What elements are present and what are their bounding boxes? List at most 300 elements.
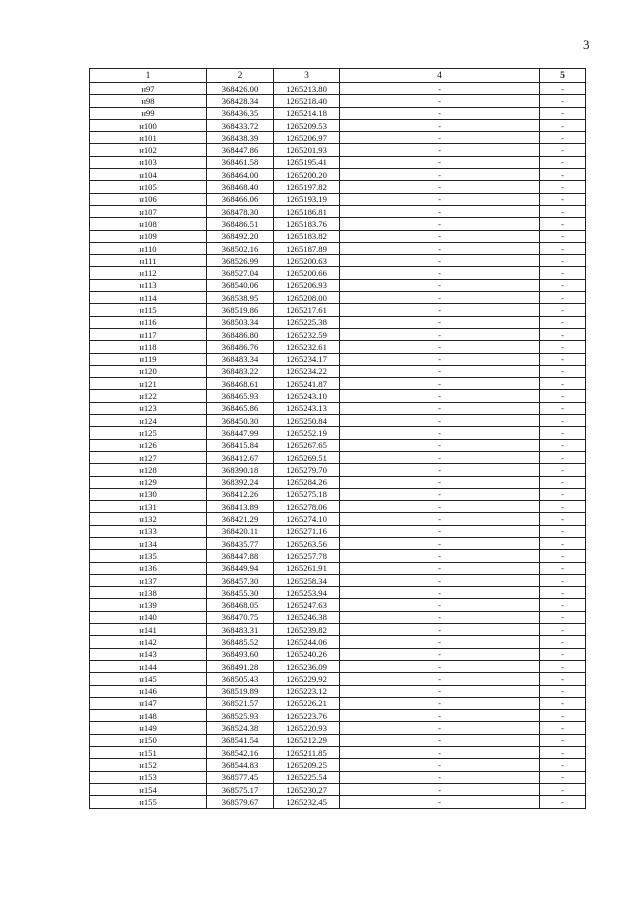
x-coordinate-cell: 368544.83 [207,759,274,771]
note-cell: - [540,574,586,586]
table-row [90,660,586,672]
y-coordinate-cell: 1265186.81 [274,205,340,217]
point-id-cell: н152 [90,759,207,771]
point-id-cell: н135 [90,550,207,562]
x-coordinate-cell: 368413.89 [207,501,274,513]
note-cell: - [540,722,586,734]
description-cell: - [340,611,540,623]
point-id-cell: н116 [90,316,207,328]
point-id-cell: н117 [90,328,207,340]
x-coordinate-cell: 368420.11 [207,525,274,537]
point-id-cell: н119 [90,353,207,365]
point-id-cell: н111 [90,255,207,267]
note-cell: - [540,734,586,746]
description-cell: - [340,267,540,279]
x-coordinate-cell: 368457.30 [207,574,274,586]
point-id-cell: н151 [90,747,207,759]
note-cell: - [540,193,586,205]
x-coordinate-cell: 368461.58 [207,156,274,168]
y-coordinate-cell: 1265206.97 [274,132,340,144]
y-coordinate-cell: 1265253.94 [274,587,340,599]
table-row [90,193,586,205]
table-row [90,427,586,439]
y-coordinate-cell: 1265209.25 [274,759,340,771]
description-cell: - [340,550,540,562]
point-id-cell: н142 [90,636,207,648]
x-coordinate-cell: 368575.17 [207,783,274,795]
y-coordinate-cell: 1265209.53 [274,119,340,131]
note-cell: - [540,144,586,156]
y-coordinate-cell: 1265240.26 [274,648,340,660]
point-id-cell: н100 [90,119,207,131]
table-row [90,402,586,414]
note-cell: - [540,783,586,795]
note-cell: - [540,353,586,365]
description-cell: - [340,796,540,808]
note-cell: - [540,660,586,672]
x-coordinate-cell: 368525.93 [207,710,274,722]
y-coordinate-cell: 1265252.19 [274,427,340,439]
note-cell: - [540,267,586,279]
y-coordinate-cell: 1265211.85 [274,747,340,759]
y-coordinate-cell: 1265236.09 [274,660,340,672]
point-id-cell: н107 [90,205,207,217]
x-coordinate-cell: 368527.04 [207,267,274,279]
point-id-cell: н104 [90,169,207,181]
page-number: 3 [583,37,590,52]
point-id-cell: н105 [90,181,207,193]
point-id-cell: н146 [90,685,207,697]
y-coordinate-cell: 1265267.65 [274,439,340,451]
description-cell: - [340,156,540,168]
table-row [90,144,586,156]
point-id-cell: н115 [90,304,207,316]
point-id-cell: н145 [90,673,207,685]
point-id-cell: н125 [90,427,207,439]
point-id-cell: н99 [90,107,207,119]
description-cell: - [340,390,540,402]
note-cell: - [540,341,586,353]
point-id-cell: н128 [90,464,207,476]
point-id-cell: н140 [90,611,207,623]
table-row [90,365,586,377]
table-row [90,599,586,611]
note-cell: - [540,181,586,193]
y-coordinate-cell: 1265274.10 [274,513,340,525]
description-cell: - [340,574,540,586]
description-cell: - [340,488,540,500]
table-row [90,156,586,168]
point-id-cell: н133 [90,525,207,537]
description-cell: - [340,660,540,672]
y-coordinate-cell: 1265269.51 [274,451,340,463]
x-coordinate-cell: 368486.80 [207,328,274,340]
y-coordinate-cell: 1265217.61 [274,304,340,316]
table-row [90,722,586,734]
x-coordinate-cell: 368390.18 [207,464,274,476]
x-coordinate-cell: 368412.67 [207,451,274,463]
x-coordinate-cell: 368519.86 [207,304,274,316]
point-id-cell: н155 [90,796,207,808]
y-coordinate-cell: 1265271.16 [274,525,340,537]
point-id-cell: н132 [90,513,207,525]
point-id-cell: н103 [90,156,207,168]
point-id-cell: н113 [90,279,207,291]
table-row [90,378,586,390]
description-cell: - [340,439,540,451]
y-coordinate-cell: 1265284.26 [274,476,340,488]
point-id-cell: н121 [90,378,207,390]
x-coordinate-cell: 368466.06 [207,193,274,205]
point-id-cell: н153 [90,771,207,783]
y-coordinate-cell: 1265275.18 [274,488,340,500]
point-id-cell: н126 [90,439,207,451]
description-cell: - [340,365,540,377]
x-coordinate-cell: 368465.93 [207,390,274,402]
description-cell: - [340,415,540,427]
table-row [90,132,586,144]
y-coordinate-cell: 1265226.21 [274,697,340,709]
y-coordinate-cell: 1265258.34 [274,574,340,586]
table-row [90,205,586,217]
note-cell: - [540,156,586,168]
note-cell: - [540,587,586,599]
y-coordinate-cell: 1265239.82 [274,624,340,636]
description-cell: - [340,353,540,365]
y-coordinate-cell: 1265225.54 [274,771,340,783]
description-cell: - [340,648,540,660]
table-row [90,611,586,623]
note-cell: - [540,451,586,463]
x-coordinate-cell: 368438.39 [207,132,274,144]
note-cell: - [540,648,586,660]
note-cell: - [540,476,586,488]
description-cell: - [340,722,540,734]
y-coordinate-cell: 1265257.78 [274,550,340,562]
description-cell: - [340,537,540,549]
table-row [90,697,586,709]
x-coordinate-cell: 368486.51 [207,218,274,230]
description-cell: - [340,304,540,316]
table-row [90,255,586,267]
description-cell: - [340,119,540,131]
point-id-cell: н97 [90,83,207,95]
header-col-4: 4 [340,69,540,83]
note-cell: - [540,611,586,623]
header-col-1: 1 [90,69,207,83]
description-cell: - [340,771,540,783]
note-cell: - [540,119,586,131]
x-coordinate-cell: 368455.30 [207,587,274,599]
description-cell: - [340,710,540,722]
note-cell: - [540,710,586,722]
point-id-cell: н110 [90,242,207,254]
y-coordinate-cell: 1265200.63 [274,255,340,267]
x-coordinate-cell: 368392.24 [207,476,274,488]
x-coordinate-cell: 368468.61 [207,378,274,390]
table-row [90,415,586,427]
point-id-cell: н112 [90,267,207,279]
note-cell: - [540,636,586,648]
description-cell: - [340,292,540,304]
description-cell: - [340,279,540,291]
note-cell: - [540,242,586,254]
y-coordinate-cell: 1265234.22 [274,365,340,377]
description-cell: - [340,107,540,119]
point-id-cell: н141 [90,624,207,636]
description-cell: - [340,205,540,217]
description-cell: - [340,685,540,697]
table-body [90,83,586,809]
table-row [90,550,586,562]
x-coordinate-cell: 368447.86 [207,144,274,156]
table-row [90,710,586,722]
note-cell: - [540,316,586,328]
description-cell: - [340,476,540,488]
note-cell: - [540,439,586,451]
note-cell: - [540,685,586,697]
note-cell: - [540,95,586,107]
y-coordinate-cell: 1265229.92 [274,673,340,685]
x-coordinate-cell: 368577.45 [207,771,274,783]
x-coordinate-cell: 368447.99 [207,427,274,439]
x-coordinate-cell: 368502.16 [207,242,274,254]
table-row [90,218,586,230]
note-cell: - [540,378,586,390]
x-coordinate-cell: 368483.31 [207,624,274,636]
point-id-cell: н143 [90,648,207,660]
y-coordinate-cell: 1265246.38 [274,611,340,623]
table-row [90,341,586,353]
table-row [90,464,586,476]
description-cell: - [340,513,540,525]
note-cell: - [540,427,586,439]
table-row [90,95,586,107]
table-row [90,747,586,759]
note-cell: - [540,402,586,414]
description-cell: - [340,181,540,193]
point-id-cell: н124 [90,415,207,427]
x-coordinate-cell: 368428.34 [207,95,274,107]
y-coordinate-cell: 1265201.93 [274,144,340,156]
table-row [90,230,586,242]
point-id-cell: н154 [90,783,207,795]
table-row [90,673,586,685]
y-coordinate-cell: 1265243.10 [274,390,340,402]
description-cell: - [340,673,540,685]
note-cell: - [540,624,586,636]
x-coordinate-cell: 368542.16 [207,747,274,759]
note-cell: - [540,513,586,525]
x-coordinate-cell: 368415.84 [207,439,274,451]
note-cell: - [540,525,586,537]
point-id-cell: н138 [90,587,207,599]
table-row [90,525,586,537]
note-cell: - [540,390,586,402]
note-cell: - [540,279,586,291]
x-coordinate-cell: 368491.28 [207,660,274,672]
y-coordinate-cell: 1265244.06 [274,636,340,648]
table-row [90,513,586,525]
table-row [90,107,586,119]
description-cell: - [340,636,540,648]
table-row [90,451,586,463]
y-coordinate-cell: 1265263.56 [274,537,340,549]
x-coordinate-cell: 368503.34 [207,316,274,328]
x-coordinate-cell: 368464.00 [207,169,274,181]
description-cell: - [340,759,540,771]
table-row [90,390,586,402]
description-cell: - [340,242,540,254]
x-coordinate-cell: 368483.22 [207,365,274,377]
y-coordinate-cell: 1265232.61 [274,341,340,353]
y-coordinate-cell: 1265187.89 [274,242,340,254]
description-cell: - [340,218,540,230]
table-row [90,759,586,771]
x-coordinate-cell: 368435.77 [207,537,274,549]
note-cell: - [540,488,586,500]
y-coordinate-cell: 1265225.38 [274,316,340,328]
x-coordinate-cell: 368468.40 [207,181,274,193]
description-cell: - [340,783,540,795]
table-row [90,587,586,599]
y-coordinate-cell: 1265206.93 [274,279,340,291]
x-coordinate-cell: 368492.20 [207,230,274,242]
note-cell: - [540,255,586,267]
description-cell: - [340,132,540,144]
table-row [90,796,586,808]
description-cell: - [340,451,540,463]
description-cell: - [340,402,540,414]
y-coordinate-cell: 1265250.84 [274,415,340,427]
x-coordinate-cell: 368540.06 [207,279,274,291]
description-cell: - [340,697,540,709]
note-cell: - [540,230,586,242]
y-coordinate-cell: 1265243.13 [274,402,340,414]
table-row [90,242,586,254]
point-id-cell: н134 [90,537,207,549]
x-coordinate-cell: 368465.86 [207,402,274,414]
table-row [90,169,586,181]
note-cell: - [540,415,586,427]
note-cell: - [540,292,586,304]
x-coordinate-cell: 368421.29 [207,513,274,525]
y-coordinate-cell: 1265218.40 [274,95,340,107]
note-cell: - [540,771,586,783]
note-cell: - [540,796,586,808]
y-coordinate-cell: 1265232.59 [274,328,340,340]
table-row [90,181,586,193]
coordinates-table [89,68,586,809]
y-coordinate-cell: 1265279.70 [274,464,340,476]
y-coordinate-cell: 1265213.80 [274,83,340,95]
x-coordinate-cell: 368478.30 [207,205,274,217]
point-id-cell: н109 [90,230,207,242]
note-cell: - [540,328,586,340]
table-row [90,624,586,636]
y-coordinate-cell: 1265234.17 [274,353,340,365]
note-cell: - [540,747,586,759]
point-id-cell: н147 [90,697,207,709]
x-coordinate-cell: 368450.30 [207,415,274,427]
x-coordinate-cell: 368486.76 [207,341,274,353]
point-id-cell: н131 [90,501,207,513]
point-id-cell: н139 [90,599,207,611]
y-coordinate-cell: 1265278.06 [274,501,340,513]
y-coordinate-cell: 1265195.41 [274,156,340,168]
y-coordinate-cell: 1265197.82 [274,181,340,193]
x-coordinate-cell: 368541.54 [207,734,274,746]
point-id-cell: н98 [90,95,207,107]
y-coordinate-cell: 1265200.20 [274,169,340,181]
x-coordinate-cell: 368526.99 [207,255,274,267]
y-coordinate-cell: 1265200.66 [274,267,340,279]
x-coordinate-cell: 368521.57 [207,697,274,709]
point-id-cell: н149 [90,722,207,734]
description-cell: - [340,464,540,476]
note-cell: - [540,169,586,181]
note-cell: - [540,550,586,562]
table-row [90,783,586,795]
y-coordinate-cell: 1265223.12 [274,685,340,697]
note-cell: - [540,562,586,574]
x-coordinate-cell: 368426.00 [207,83,274,95]
table-row [90,488,586,500]
description-cell: - [340,501,540,513]
table-row [90,771,586,783]
description-cell: - [340,747,540,759]
description-cell: - [340,587,540,599]
point-id-cell: н127 [90,451,207,463]
table-row [90,476,586,488]
x-coordinate-cell: 368519.89 [207,685,274,697]
table-row [90,353,586,365]
table-row [90,304,586,316]
point-id-cell: н106 [90,193,207,205]
x-coordinate-cell: 368493.60 [207,648,274,660]
x-coordinate-cell: 368433.72 [207,119,274,131]
description-cell: - [340,230,540,242]
point-id-cell: н120 [90,365,207,377]
point-id-cell: н108 [90,218,207,230]
y-coordinate-cell: 1265193.19 [274,193,340,205]
table-row [90,636,586,648]
table-row [90,316,586,328]
table-row [90,83,586,95]
description-cell: - [340,341,540,353]
note-cell: - [540,759,586,771]
x-coordinate-cell: 368470.75 [207,611,274,623]
table-row [90,439,586,451]
description-cell: - [340,525,540,537]
description-cell: - [340,378,540,390]
note-cell: - [540,673,586,685]
table-row [90,328,586,340]
x-coordinate-cell: 368505.43 [207,673,274,685]
y-coordinate-cell: 1265220.93 [274,722,340,734]
description-cell: - [340,83,540,95]
x-coordinate-cell: 368524.38 [207,722,274,734]
table-row [90,267,586,279]
note-cell: - [540,132,586,144]
x-coordinate-cell: 368485.52 [207,636,274,648]
note-cell: - [540,83,586,95]
x-coordinate-cell: 368436.35 [207,107,274,119]
y-coordinate-cell: 1265232.45 [274,796,340,808]
description-cell: - [340,95,540,107]
point-id-cell: н130 [90,488,207,500]
y-coordinate-cell: 1265183.82 [274,230,340,242]
